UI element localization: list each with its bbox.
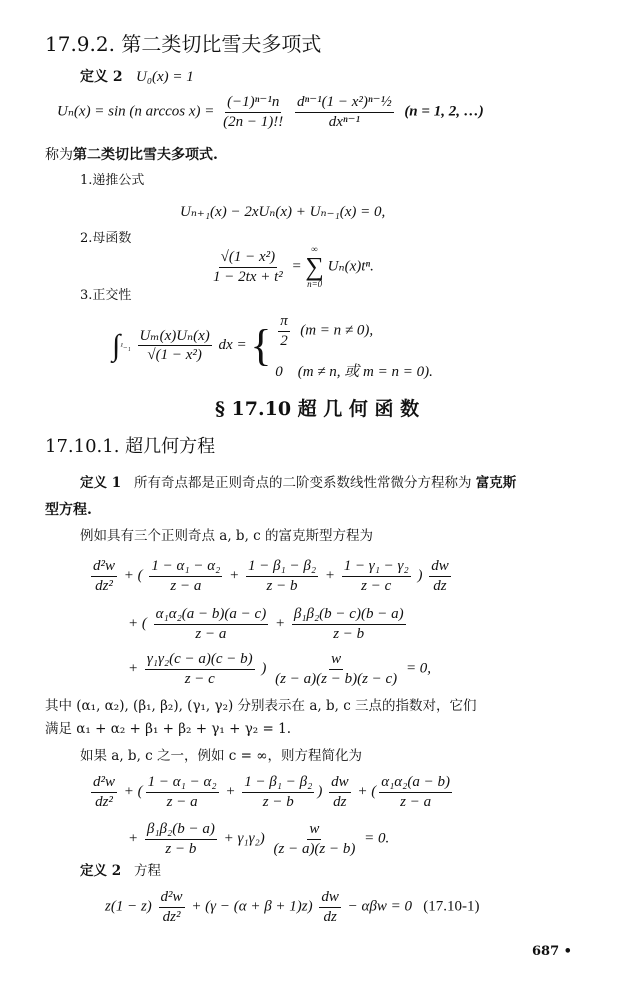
definition-1-line (80, 477, 516, 491)
summation (305, 245, 324, 289)
definition-1-term-end: 型方程. (45, 502, 92, 518)
term: + γ₁γ₂ (223, 830, 260, 847)
fraction (273, 650, 399, 689)
operator: + (128, 660, 139, 677)
numerator: w (307, 820, 321, 840)
formula-un-lhs: Uₙ(x) = sin (n arccos x) = (57, 103, 215, 120)
fuchs-equation-line-3 (128, 650, 431, 689)
where-line-2: 满足 α₁ + α₂ + β₁ + β₂ + γ₁ + γ₂ = 1. (45, 721, 291, 737)
fraction (295, 93, 394, 132)
fraction (319, 888, 341, 927)
denominator: z − b (266, 577, 298, 594)
denominator: z − c (184, 670, 215, 687)
definition-text: 所有奇点都是正则奇点的二阶变系数线性常微分方程称为 (133, 475, 472, 491)
denominator: z − b (262, 793, 294, 810)
reduced-equation-line-2: + $\frac{\text{β₁β₂(b − a)}}{z - b}$ + γ₁γ₂) $\frac{w}{(z - a)(z - b)}$ = 0. (128, 821, 390, 857)
denominator: z − b (165, 840, 197, 857)
sum-term: Uₙ(x)tⁿ. (327, 258, 374, 275)
denominator: dz² (162, 908, 181, 925)
definition-2-line (80, 865, 161, 879)
definition-label: 定义 2 (80, 863, 122, 879)
numerator: dw (429, 557, 451, 577)
section-title-17-9-2: 17.9.2. 第二类切比雪夫多项式 (45, 32, 322, 56)
fraction (146, 773, 219, 812)
reduced-equation-line-1: $\frac{\text{d²w}}{\text{dz²}}$ + ( $\frac{\text{1 − α₁ − α₂}}{z - a}$ + $\frac{\text{1 − β₁ − β₂}}{z - b}$ ) $\frac{dw}{dz}$ + ( $\frac{\text{α₁α₂(a − b)}}{z - a}$ (93, 774, 450, 810)
sum-upper: ∞ (311, 244, 318, 254)
denominator: dz (333, 793, 347, 810)
numerator: β₁β₂(b − a) (145, 820, 217, 840)
denominator: (z − a)(z − b)(z − c) (275, 670, 398, 687)
fraction (145, 650, 255, 689)
denominator: dz² (95, 577, 113, 594)
fraction (145, 820, 217, 859)
case-2 (275, 365, 433, 380)
numerator: β₁β₂(b − c)(b − a) (292, 605, 406, 625)
numerator: dⁿ⁻¹(1 − x²)ⁿ⁻½ (295, 93, 394, 113)
numerator: d²w (91, 557, 117, 577)
denominator: z − b (333, 625, 365, 642)
numerator: 1 − β₁ − β₂ (242, 773, 314, 793)
definition-2-u0 (80, 70, 194, 85)
sum-lower: n=0 (307, 279, 323, 289)
numerator: α₁α₂(a − b) (379, 773, 452, 793)
fraction (221, 93, 285, 132)
denominator: dz (323, 908, 337, 925)
if-line: 如果 a, b, c 之一，例如 c = ∞，则方程简化为 (80, 748, 362, 764)
definition-label: 定义 2 (80, 69, 123, 85)
fuchs-equation-line-2: + ( $\frac{\text{α₁α₂(a − b)(a − c)}}{z - a}$ + $\frac{\text{β₁β₂(b − c)(b − a)}}{z - b}$ (128, 606, 404, 642)
fraction (91, 557, 117, 596)
fraction (138, 327, 212, 366)
example-line: 例如具有三个正则奇点 a, b, c 的富克斯型方程为 (80, 528, 373, 544)
paren: ) (261, 660, 267, 677)
page-number: 687 • (532, 944, 572, 959)
item-recurrence-heading: 1.递推公式 (80, 173, 145, 188)
integral-symbol: ∫ (112, 328, 121, 362)
formula-orthogonality (112, 312, 433, 380)
fuchs-equation-line-1: $\frac{\text{d²w}}{\text{dz²}}$ + ( $\frac{\text{1 − α₁ − α₂}}{z - a}$ + $\frac{\text{1 − β₁ − β₂}}{z - b}$ + $\frac{\text{1 − γ₁ − γ₂}}{z - c}$ ) $\frac{dw}{dz}$ (93, 558, 449, 594)
definition-text: 方程 (133, 863, 161, 879)
fraction (242, 773, 314, 812)
term: 第二类切比雪夫多项式. (73, 147, 218, 163)
denominator: dz (433, 577, 447, 594)
denominator: (2n − 1)!! (223, 113, 284, 130)
fraction (211, 248, 285, 287)
fraction (159, 888, 185, 927)
case-value: 0 (275, 363, 283, 380)
equals-zero: = 0, (405, 660, 432, 677)
term: − αβw = 0 (347, 898, 412, 915)
denominator: z − a (195, 625, 227, 642)
numerator: 1 − α₁ − α₂ (146, 773, 219, 793)
case-condition: (m ≠ n, 或 m = n = 0). (297, 363, 433, 380)
formula-u0: U₀(x) = 1 (135, 69, 194, 85)
operator: + ( (123, 567, 143, 584)
term: z(1 − z) (105, 898, 152, 915)
term: + (γ − (α + β + 1)z) (191, 898, 313, 915)
equals: = (291, 258, 302, 275)
numerator: √(1 − x²) (219, 248, 278, 268)
formula-recurrence: Uₙ₊₁(x) − 2xUₙ(x) + Uₙ₋₁(x) = 0, (180, 204, 386, 220)
numerator: dw (329, 773, 351, 793)
numerator: dw (319, 888, 341, 908)
sigma-symbol: ∑ (305, 252, 324, 281)
numerator: d²w (159, 888, 185, 908)
numerator: d²w (91, 773, 117, 793)
numerator: w (329, 650, 343, 670)
brace: { (250, 320, 272, 370)
fraction (91, 773, 117, 812)
denominator: (z − a)(z − b) (273, 840, 356, 857)
fraction (329, 773, 351, 812)
section-heading-17-10: § 17.10 超 几 何 函 数 (215, 398, 420, 420)
fraction (246, 557, 318, 596)
denominator: z − c (361, 577, 392, 594)
formula-range: (n = 1, 2, …) (404, 103, 484, 120)
denominator: dxⁿ⁻¹ (328, 113, 361, 130)
fraction (154, 605, 269, 644)
denominator: z − a (400, 793, 432, 810)
differential: dx = (218, 337, 247, 354)
fraction (429, 557, 451, 596)
case-1 (275, 312, 433, 351)
subsection-title-17-10-1: 17.10.1. 超几何方程 (45, 436, 216, 457)
integral-limits: ¹₋₁ (120, 341, 131, 352)
numerator: 1 − γ₁ − γ₂ (342, 557, 411, 577)
denominator: dz² (95, 793, 113, 810)
cases (275, 312, 433, 380)
fraction (342, 557, 411, 596)
denominator: z − a (170, 577, 202, 594)
numerator: (−1)ⁿ⁻¹n (225, 93, 281, 113)
denominator: √(1 − x²) (147, 347, 202, 364)
term: 富克斯 (475, 475, 517, 491)
where-line-1: 其中 (α₁, α₂), (β₁, β₂), (γ₁, γ₂) 分别表示在 a, b, c 三点的指数对，它们 (45, 698, 477, 714)
paren: ) (417, 567, 423, 584)
fraction (379, 773, 452, 812)
numerator: α₁α₂(a − b)(a − c) (154, 605, 269, 625)
operator: + ( (128, 615, 147, 632)
equals-zero: = 0. (364, 830, 390, 847)
hypergeometric-equation (105, 888, 479, 927)
fraction (271, 820, 357, 859)
denominator: 1 − 2tx + t² (213, 268, 283, 285)
numerator: 1 − α₁ − α₂ (149, 557, 222, 577)
text: 称为 (45, 147, 73, 163)
equation-number: (17.10-1) (423, 898, 480, 915)
definition-label: 定义 1 (80, 475, 122, 491)
formula-un-definition (57, 93, 484, 132)
formula-generating-function (208, 245, 374, 289)
fraction (149, 557, 222, 596)
numerator: π (278, 312, 290, 332)
item-generating-function-heading: 2.母函数 (80, 231, 132, 246)
numerator: Uₘ(x)Uₙ(x) (138, 327, 212, 347)
numerator: γ₁γ₂(c − a)(c − b) (145, 650, 255, 670)
denominator: 2 (280, 332, 288, 349)
denominator: z − a (166, 793, 198, 810)
case-condition: (m = n ≠ 0), (300, 322, 374, 339)
called-line (45, 148, 218, 162)
item-orthogonality-heading: 3.正交性 (80, 288, 132, 303)
fraction (292, 605, 406, 644)
numerator: 1 − β₁ − β₂ (246, 557, 318, 577)
fraction (278, 312, 290, 351)
